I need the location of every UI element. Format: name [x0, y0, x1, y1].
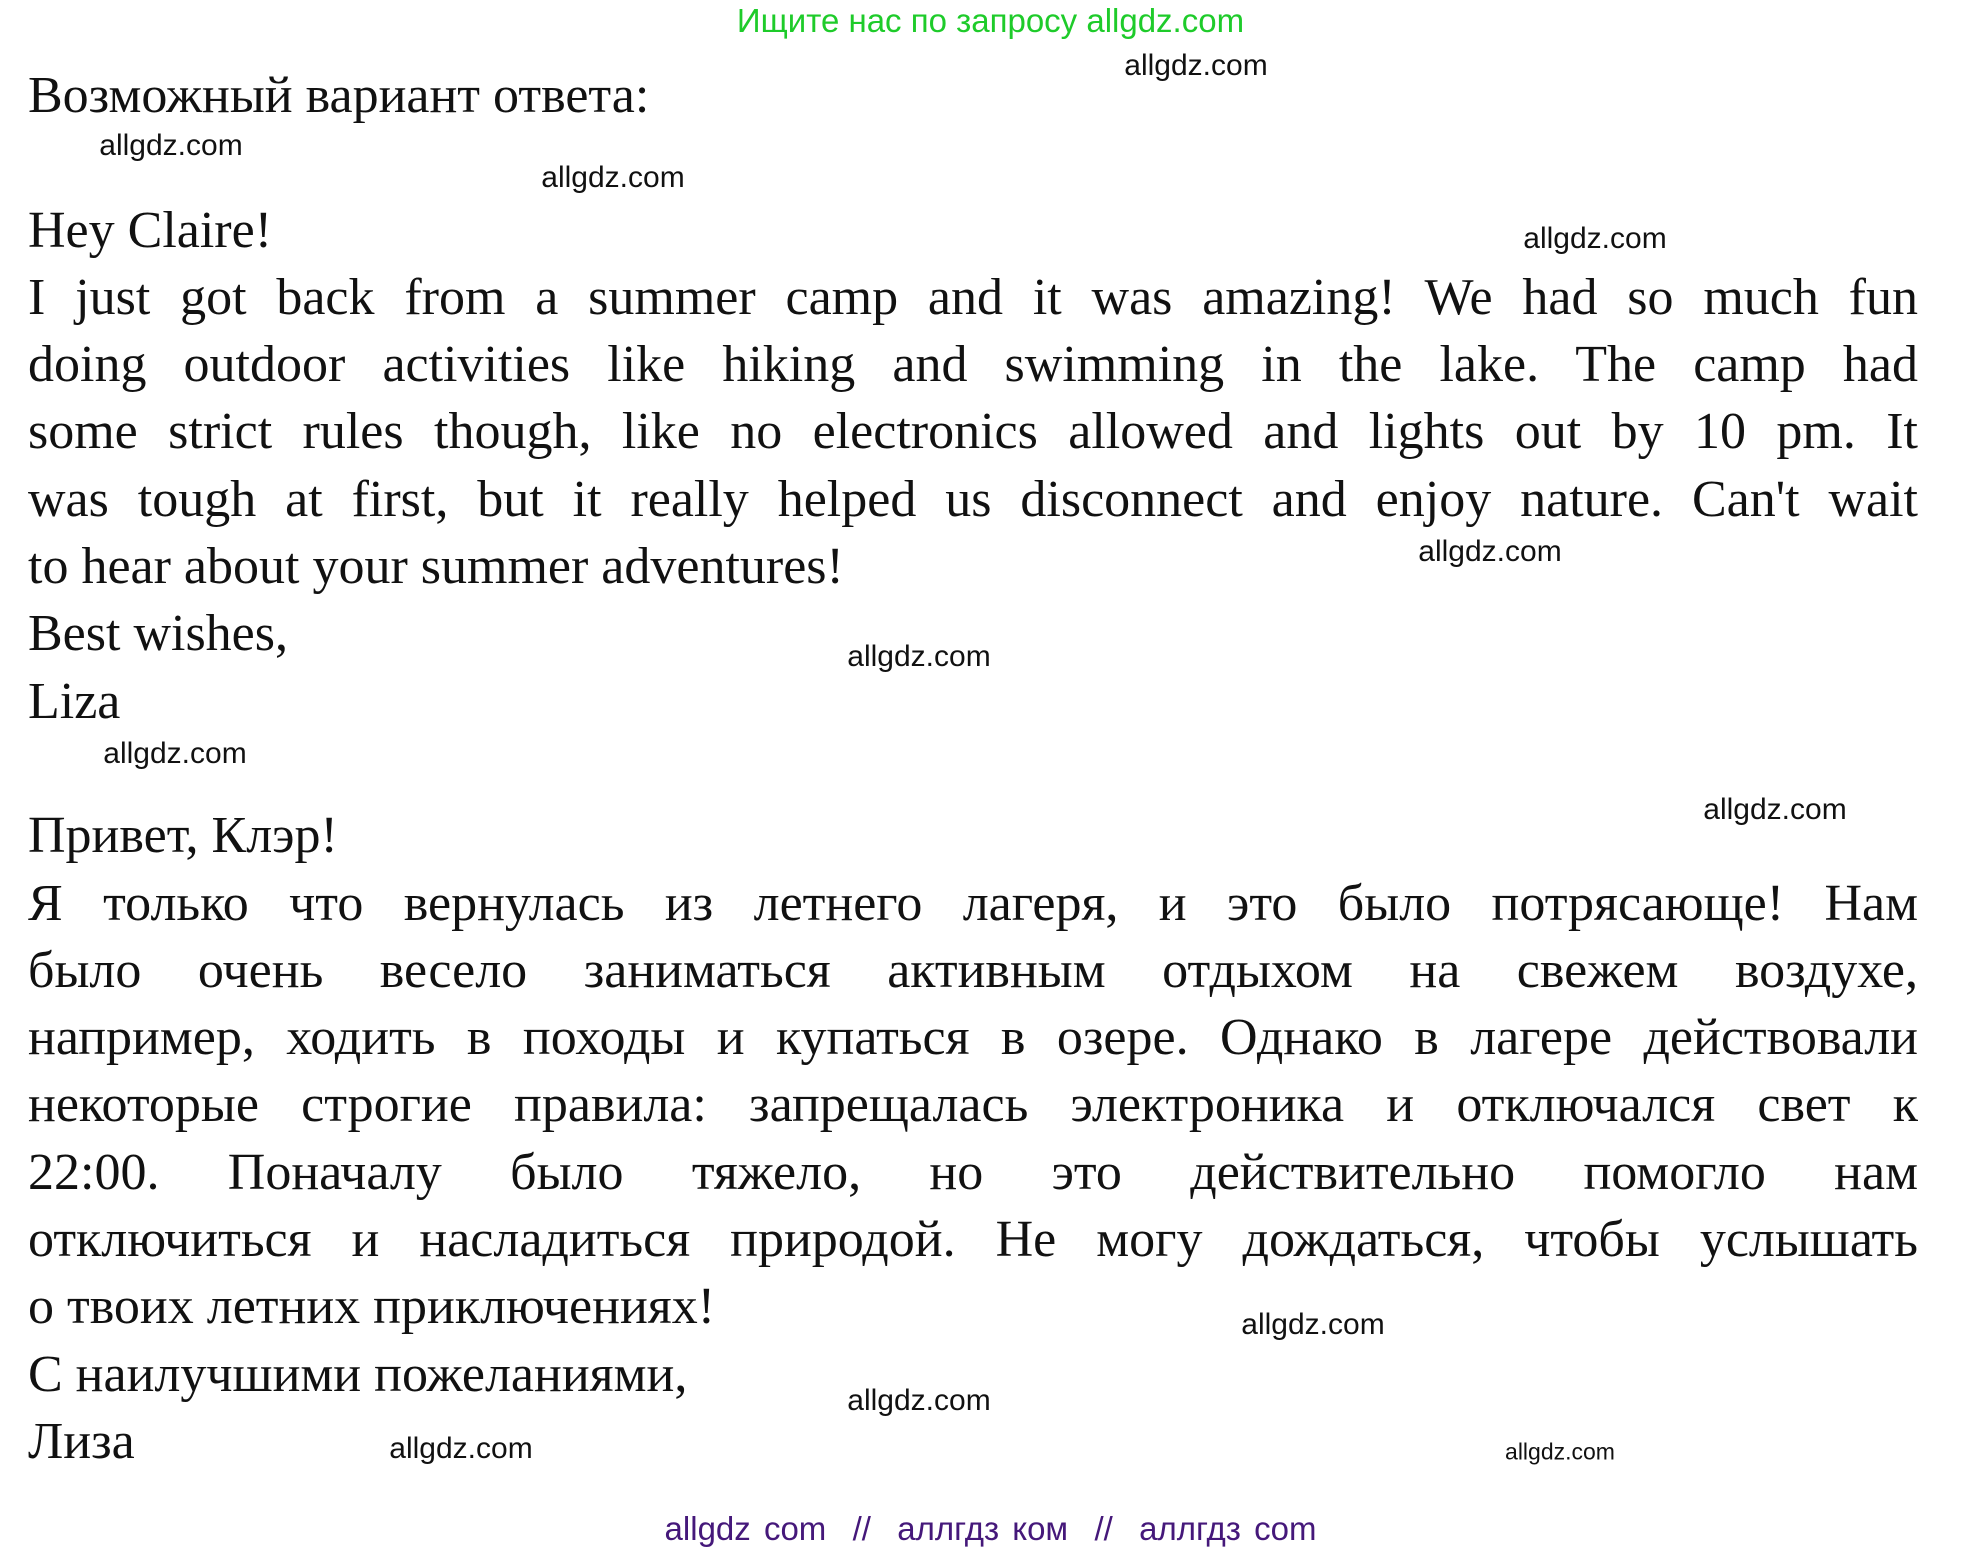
russian-line: 22:00. Поначалу было тяжело, но это действительно помогло нам: [28, 1143, 1918, 1201]
russian-line: было очень весело заниматься активным отдыхом на свежем воздухе,: [28, 941, 1918, 999]
english-line: some strict rules though, like no electronics allowed and lights out by 10 pm. It: [28, 403, 1918, 461]
watermark: allgdz.com: [1523, 222, 1667, 255]
english-line: to hear about your summer adventures!: [28, 538, 844, 596]
watermark: allgdz.com: [1703, 793, 1847, 826]
russian-greeting: Привет, Клэр!: [28, 807, 338, 865]
russian-line: например, ходить в походы и купаться в озере. Однако в лагере действовали: [28, 1009, 1918, 1067]
footer-links: allgdz com // аллгдз ком // аллгдз com: [664, 1510, 1317, 1547]
watermark: allgdz.com: [1418, 535, 1562, 568]
watermark: allgdz.com: [103, 737, 247, 770]
english-line: doing outdoor activities like hiking and swimming in the lake. The camp had: [28, 336, 1918, 394]
russian-line: некоторые строгие правила: запрещалась электроника и отключался свет к: [28, 1076, 1918, 1134]
english-line: was tough at first, but it really helped us disconnect and enjoy nature. Can't wait: [28, 470, 1918, 528]
watermark: allgdz.com: [1505, 1438, 1615, 1465]
english-greeting: Hey Claire!: [28, 201, 273, 259]
header-banner: Ищите нас по запросу allgdz.com: [736, 2, 1245, 39]
watermark: allgdz.com: [847, 1384, 991, 1417]
russian-closing: С наилучшими пожеланиями,: [28, 1345, 688, 1403]
english-closing: Best wishes,: [28, 605, 288, 663]
russian-line: о твоих летних приключениях!: [28, 1278, 716, 1336]
watermark: allgdz.com: [1124, 49, 1268, 82]
watermark: allgdz.com: [541, 161, 685, 194]
russian-line: отключиться и насладиться природой. Не могу дождаться, чтобы услышать: [28, 1211, 1918, 1269]
watermark: allgdz.com: [99, 129, 243, 162]
watermark: allgdz.com: [1241, 1308, 1385, 1341]
page-title: Возможный вариант ответа:: [28, 67, 650, 124]
english-signature: Liza: [28, 672, 121, 730]
russian-signature: Лиза: [28, 1412, 135, 1470]
english-line: I just got back from a summer camp and it was amazing! We had so much fun: [28, 268, 1918, 326]
watermark: allgdz.com: [847, 640, 991, 673]
russian-line: Я только что вернулась из летнего лагеря, и это было потрясающе! Нам: [28, 874, 1918, 932]
watermark: allgdz.com: [389, 1432, 533, 1465]
document-body: [28, 62, 1918, 1475]
